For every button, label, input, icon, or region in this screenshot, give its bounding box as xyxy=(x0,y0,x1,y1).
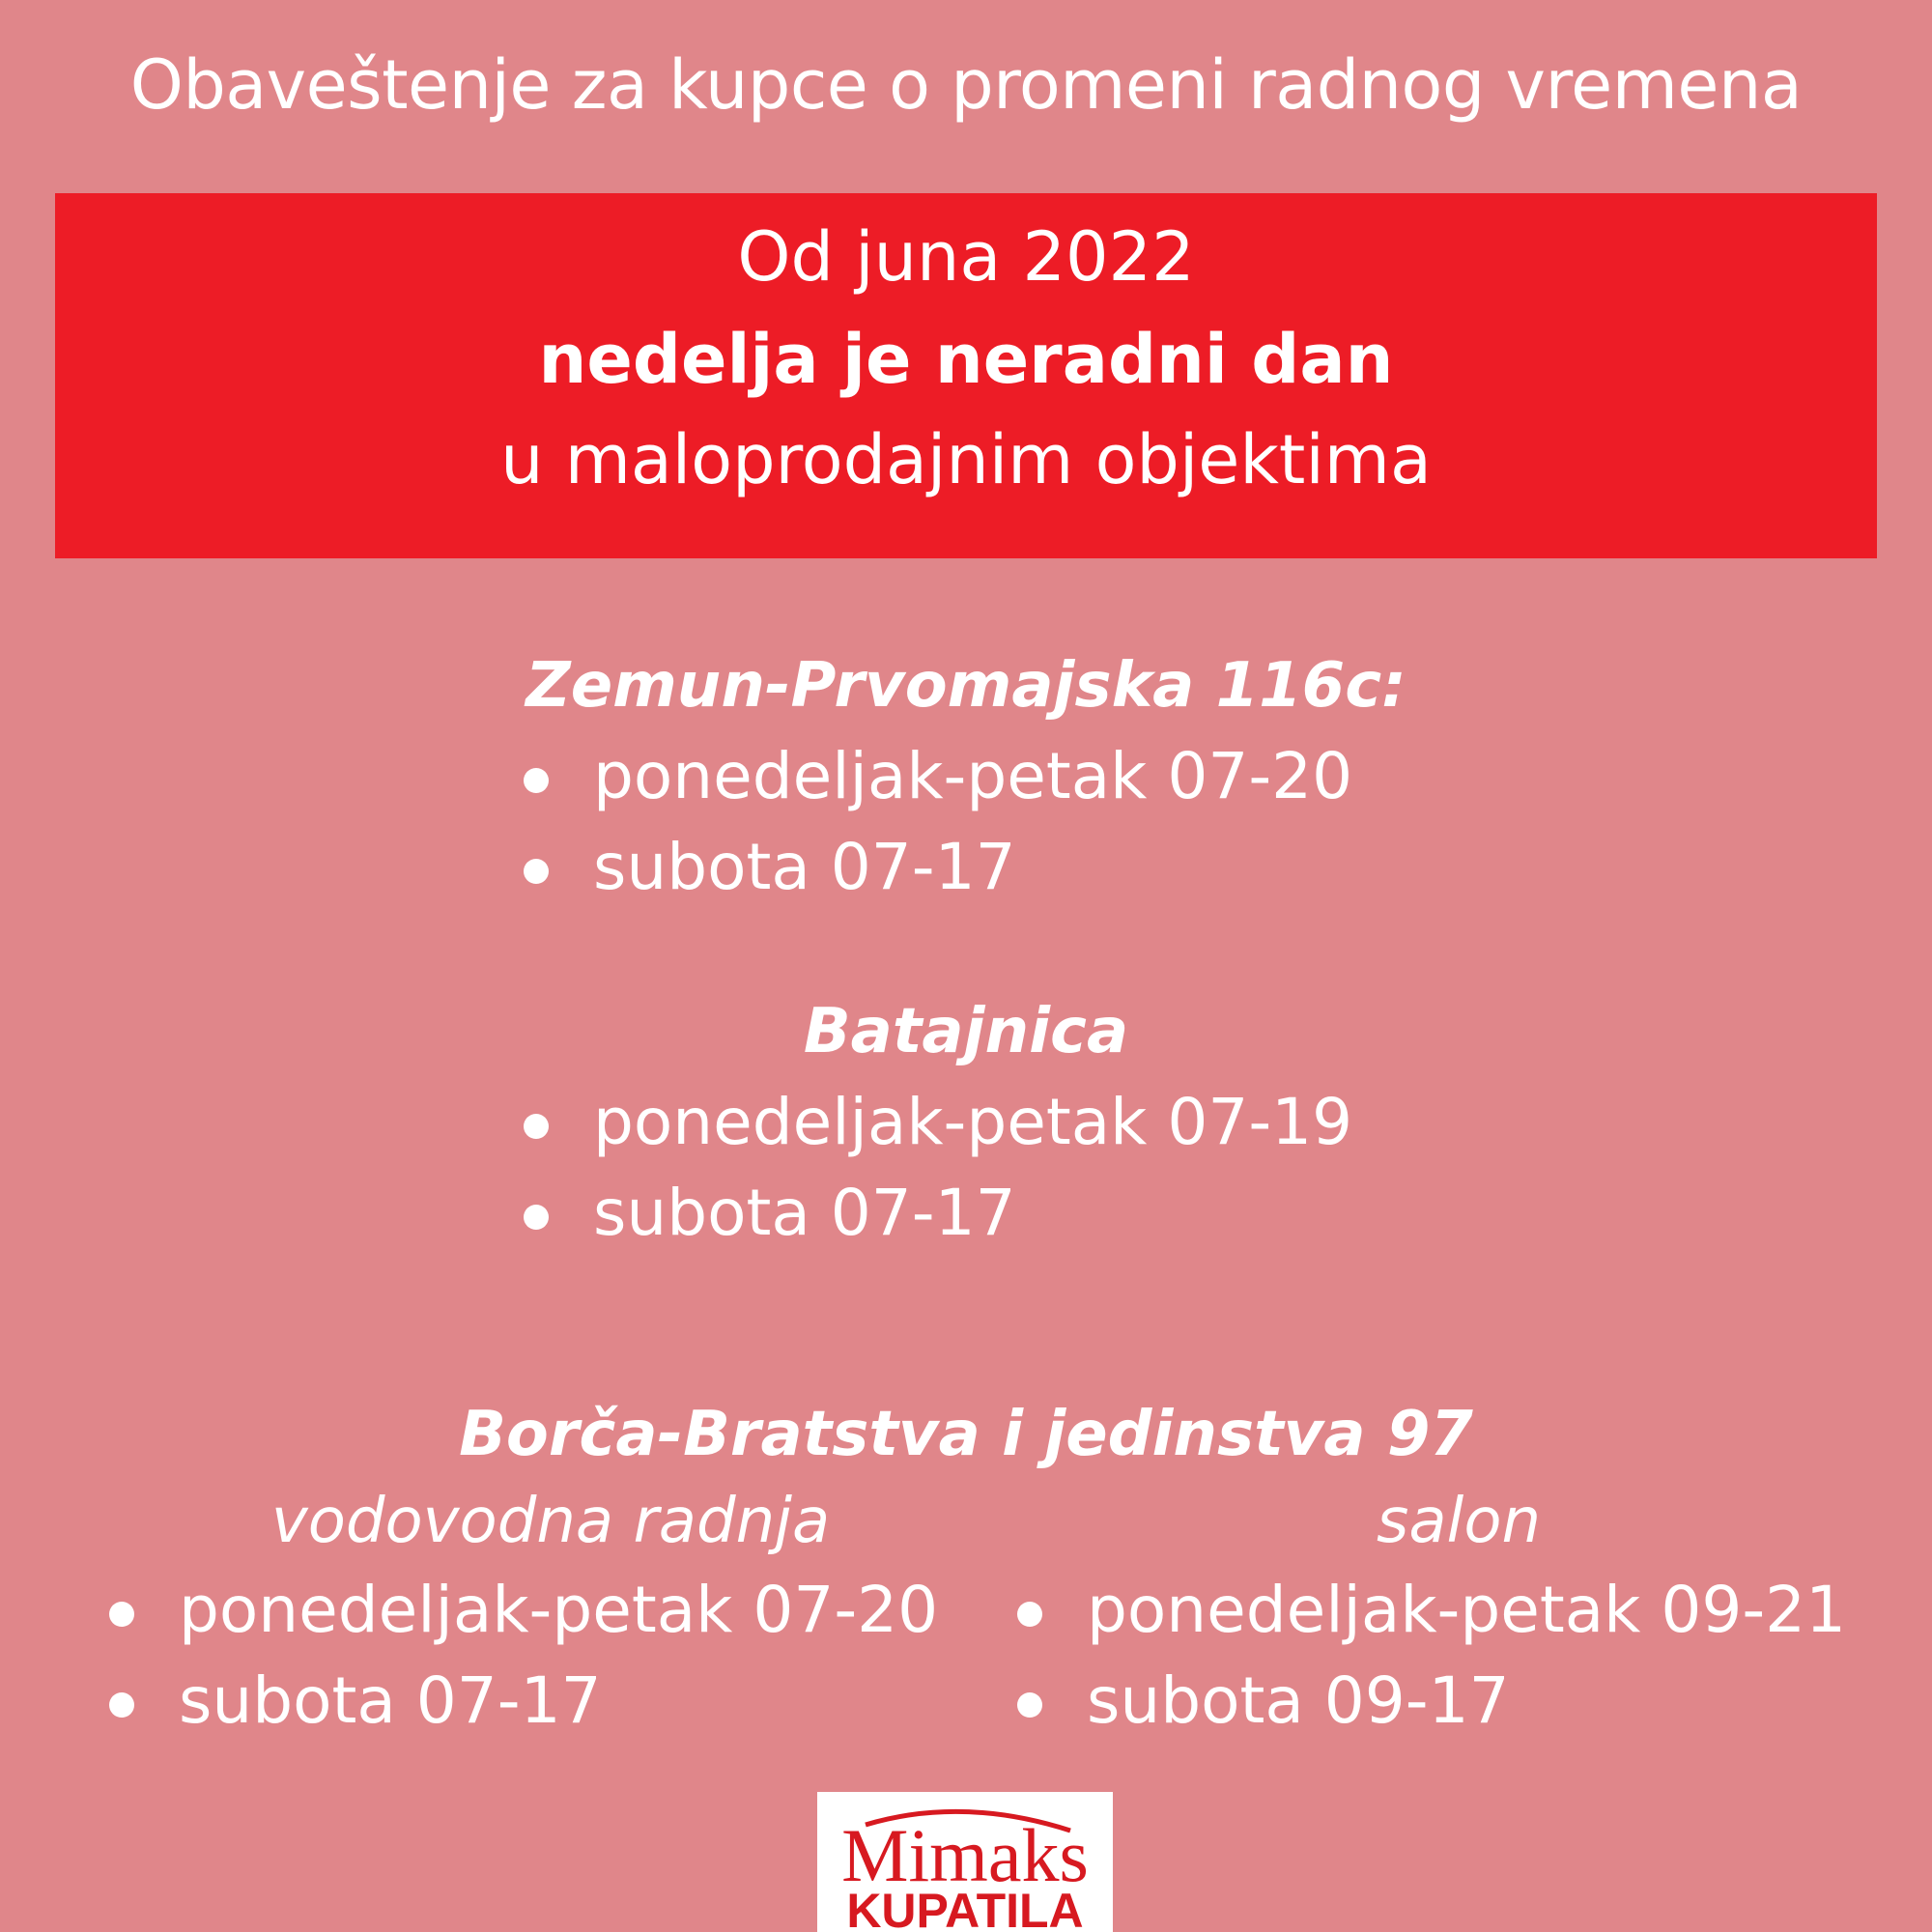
page-title: Obaveštenje za kupce o promeni radnog vremena xyxy=(129,45,1803,125)
hours-list-batajnica xyxy=(524,1077,1352,1259)
bullet-icon xyxy=(524,768,549,793)
hours-text: ponedeljak-petak 07-20 xyxy=(593,739,1353,813)
list-item xyxy=(1017,1656,1846,1747)
hours-text: subota 07-17 xyxy=(593,1176,1016,1250)
bullet-icon xyxy=(524,1114,549,1139)
bullet-icon xyxy=(524,859,549,884)
hours-list-zemun xyxy=(524,731,1352,913)
list-item xyxy=(524,822,1352,913)
bullet-icon xyxy=(1017,1692,1042,1718)
banner-date: Od juna 2022 xyxy=(737,217,1195,297)
banner-subline: u maloprodajnim objektima xyxy=(500,420,1432,499)
bullet-icon xyxy=(524,1205,549,1230)
mimaks-logo-graphic xyxy=(817,1792,1113,1932)
hours-list-salon xyxy=(1017,1565,1846,1747)
hours-text: subota 07-17 xyxy=(593,830,1016,904)
list-item xyxy=(109,1565,938,1656)
list-item xyxy=(524,731,1352,822)
list-item xyxy=(524,1077,1352,1168)
hours-text: ponedeljak-petak 09-21 xyxy=(1087,1573,1847,1647)
hours-list-plumbing xyxy=(109,1565,938,1747)
section-title-plumbing: vodovodna radnja xyxy=(270,1486,831,1557)
store-title-borca: Borča-Bratstva i jedinstva 97 xyxy=(459,1399,1473,1470)
hours-text: ponedeljak-petak 07-20 xyxy=(179,1573,939,1647)
bullet-icon xyxy=(109,1692,134,1718)
hours-text: subota 07-17 xyxy=(179,1663,602,1738)
section-title-salon: salon xyxy=(1376,1486,1542,1557)
logo-tagline: KUPATILA xyxy=(846,1884,1084,1932)
announcement-banner xyxy=(55,193,1877,558)
list-item xyxy=(109,1656,938,1747)
bullet-icon xyxy=(109,1602,134,1627)
hours-text: subota 09-17 xyxy=(1087,1663,1510,1738)
store-title-zemun: Zemun-Prvomajska 116c: xyxy=(526,650,1406,722)
hours-text: ponedeljak-petak 07-19 xyxy=(593,1085,1353,1159)
list-item xyxy=(524,1168,1352,1259)
logo-wordmark: Mimaks xyxy=(841,1813,1089,1897)
mimaks-logo xyxy=(817,1792,1113,1932)
banner-headline: nedelja je neradni dan xyxy=(538,320,1394,399)
bullet-icon xyxy=(1017,1602,1042,1627)
list-item xyxy=(1017,1565,1846,1656)
store-title-batajnica: Batajnica xyxy=(803,996,1129,1067)
